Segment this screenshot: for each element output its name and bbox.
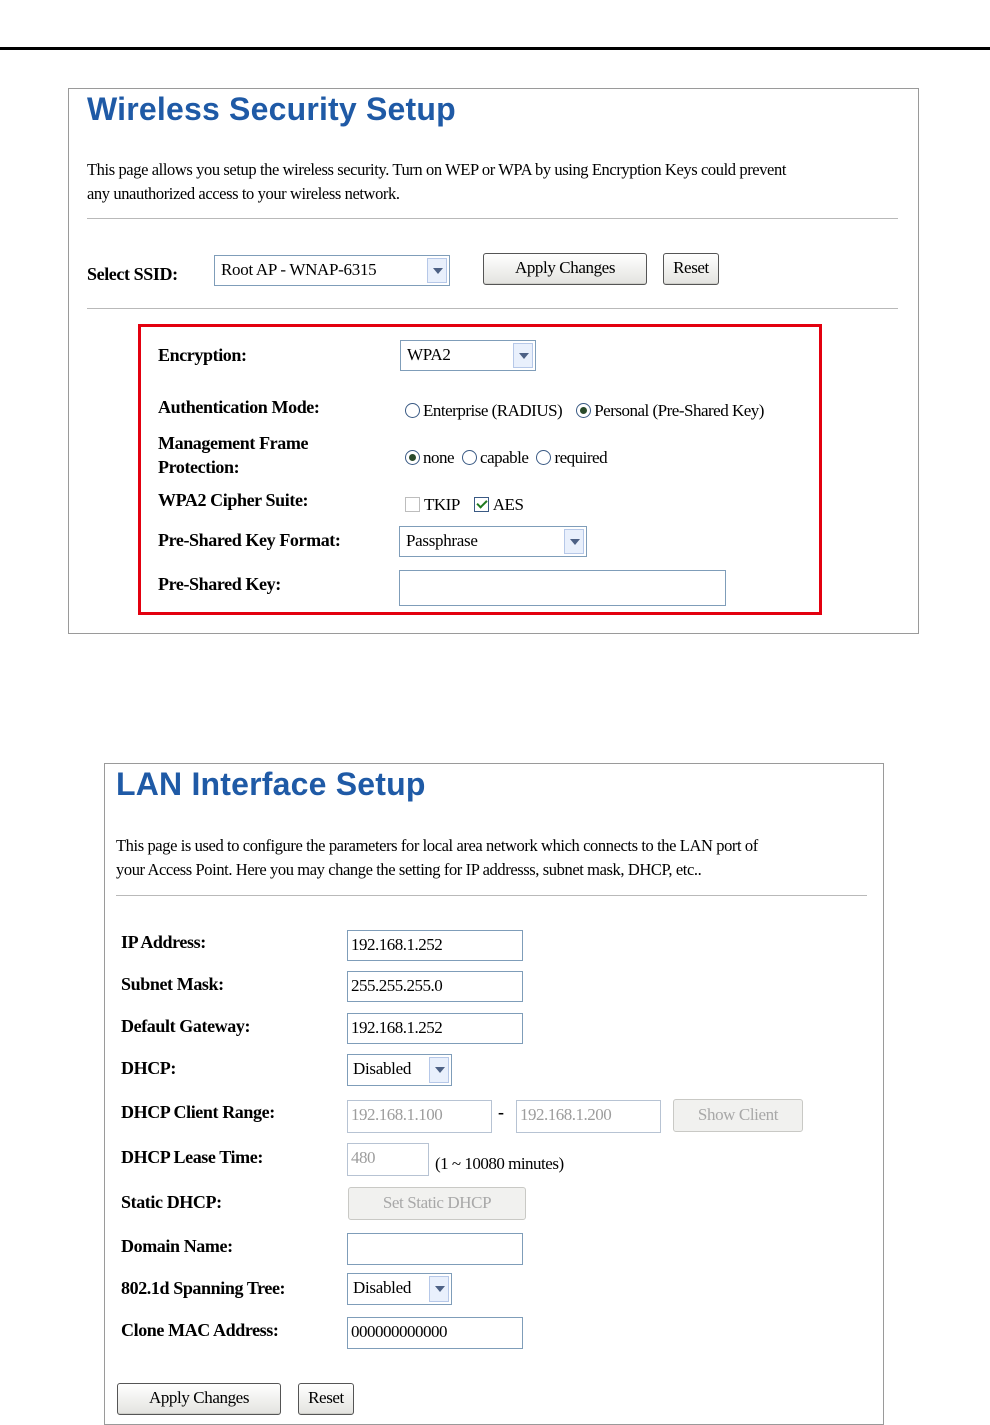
cipher-suite-label: WPA2 Cipher Suite: <box>158 490 309 510</box>
range-separator: - <box>498 1102 504 1122</box>
dhcp-lease-time-input[interactable]: 480 <box>347 1143 429 1176</box>
encryption-select[interactable] <box>400 340 536 371</box>
mfp-required-radio[interactable] <box>536 450 551 465</box>
dhcp-select[interactable] <box>347 1054 452 1086</box>
lan-description <box>116 834 758 882</box>
lan-reset-button[interactable]: Reset <box>298 1383 354 1415</box>
psk-format-select-value: Passphrase <box>406 531 478 550</box>
mfp-label-line2: Protection: <box>158 457 240 477</box>
authentication-mode-options <box>405 401 764 421</box>
psk-format-label: Pre-Shared Key Format: <box>158 530 341 550</box>
dhcp-client-range-label: DHCP Client Range: <box>121 1102 275 1122</box>
wireless-page-title: Wireless Security Setup <box>87 91 456 127</box>
divider <box>87 308 898 309</box>
dhcp-range-start-input[interactable]: 192.168.1.100 <box>347 1100 492 1133</box>
domain-name-input[interactable] <box>347 1233 523 1265</box>
ssid-select[interactable] <box>214 255 450 286</box>
set-static-dhcp-button[interactable]: Set Static DHCP <box>348 1187 526 1220</box>
wireless-desc-line1: This page allows you setup the wireless security. Turn on WEP or WPA by using Encryption Keys could prevent <box>87 160 787 179</box>
spanning-tree-select-value: Disabled <box>353 1278 412 1297</box>
divider <box>87 218 898 219</box>
dhcp-label: DHCP: <box>121 1058 176 1078</box>
chevron-down-icon[interactable] <box>564 529 584 554</box>
lan-page-title: LAN Interface Setup <box>116 766 426 802</box>
auth-enterprise-label: Enterprise (RADIUS) <box>423 401 563 420</box>
spanning-tree-label: 802.1d Spanning Tree: <box>121 1278 286 1298</box>
mfp-capable-label: capable <box>480 448 529 467</box>
cipher-suite-options <box>405 495 523 515</box>
mfp-none-label: none <box>423 448 455 467</box>
mfp-capable-radio[interactable] <box>462 450 477 465</box>
lan-desc-line1: This page is used to configure the parameters for local area network which connects to the LAN port of <box>116 836 758 855</box>
mfp-required-label: required <box>554 448 608 467</box>
mfp-label-line1: Management Frame <box>158 433 309 453</box>
encryption-label: Encryption: <box>158 345 247 365</box>
mfp-label <box>158 431 308 479</box>
wireless-apply-changes-button[interactable]: Apply Changes <box>483 253 647 285</box>
psk-label: Pre-Shared Key: <box>158 574 281 594</box>
auth-personal-radio[interactable] <box>576 403 591 418</box>
clone-mac-label: Clone MAC Address: <box>121 1320 279 1340</box>
divider <box>116 895 867 896</box>
chevron-down-icon[interactable] <box>429 1276 449 1302</box>
select-ssid-label: Select SSID: <box>87 264 178 284</box>
show-client-button[interactable]: Show Client <box>673 1099 803 1132</box>
lan-apply-changes-button[interactable]: Apply Changes <box>117 1383 281 1415</box>
aes-label: AES <box>492 495 524 514</box>
tkip-label: TKIP <box>424 495 460 514</box>
dhcp-range-end-input[interactable]: 192.168.1.200 <box>516 1100 661 1133</box>
default-gateway-label: Default Gateway: <box>121 1016 251 1036</box>
chevron-down-icon[interactable] <box>513 343 533 368</box>
default-gateway-input[interactable]: 192.168.1.252 <box>347 1013 523 1044</box>
clone-mac-input[interactable]: 000000000000 <box>347 1317 523 1349</box>
subnet-mask-label: Subnet Mask: <box>121 974 224 994</box>
dhcp-lease-time-label: DHCP Lease Time: <box>121 1147 263 1167</box>
ssid-select-value: Root AP - WNAP-6315 <box>221 260 377 279</box>
wireless-desc-line2: any unauthorized access to your wireless network. <box>87 184 400 203</box>
ip-address-input[interactable]: 192.168.1.252 <box>347 930 523 961</box>
wireless-reset-button[interactable]: Reset <box>663 253 719 285</box>
ip-address-label: IP Address: <box>121 932 206 952</box>
aes-checkbox[interactable] <box>474 497 489 512</box>
mfp-none-radio[interactable] <box>405 450 420 465</box>
chevron-down-icon[interactable] <box>429 1057 449 1083</box>
mfp-options <box>405 448 607 468</box>
tkip-checkbox[interactable] <box>405 497 420 512</box>
lease-time-hint: (1 ~ 10080 minutes) <box>435 1154 564 1173</box>
static-dhcp-label: Static DHCP: <box>121 1192 222 1212</box>
encryption-settings-highlight <box>138 324 822 615</box>
spanning-tree-select[interactable] <box>347 1273 452 1305</box>
encryption-select-value: WPA2 <box>407 345 451 364</box>
authentication-mode-label: Authentication Mode: <box>158 397 320 417</box>
auth-personal-label: Personal (Pre-Shared Key) <box>594 401 764 420</box>
lan-interface-panel <box>104 763 884 1425</box>
wireless-description <box>87 158 786 206</box>
lan-desc-line2: your Access Point. Here you may change the setting for IP addresss, subnet mask, DHCP, etc.. <box>116 860 702 879</box>
page-top-rule <box>0 47 990 50</box>
auth-enterprise-radio[interactable] <box>405 403 420 418</box>
subnet-mask-input[interactable]: 255.255.255.0 <box>347 971 523 1002</box>
psk-format-select[interactable] <box>399 526 587 557</box>
dhcp-select-value: Disabled <box>353 1059 412 1078</box>
domain-name-label: Domain Name: <box>121 1236 233 1256</box>
chevron-down-icon[interactable] <box>427 258 447 283</box>
psk-input[interactable] <box>399 570 726 606</box>
